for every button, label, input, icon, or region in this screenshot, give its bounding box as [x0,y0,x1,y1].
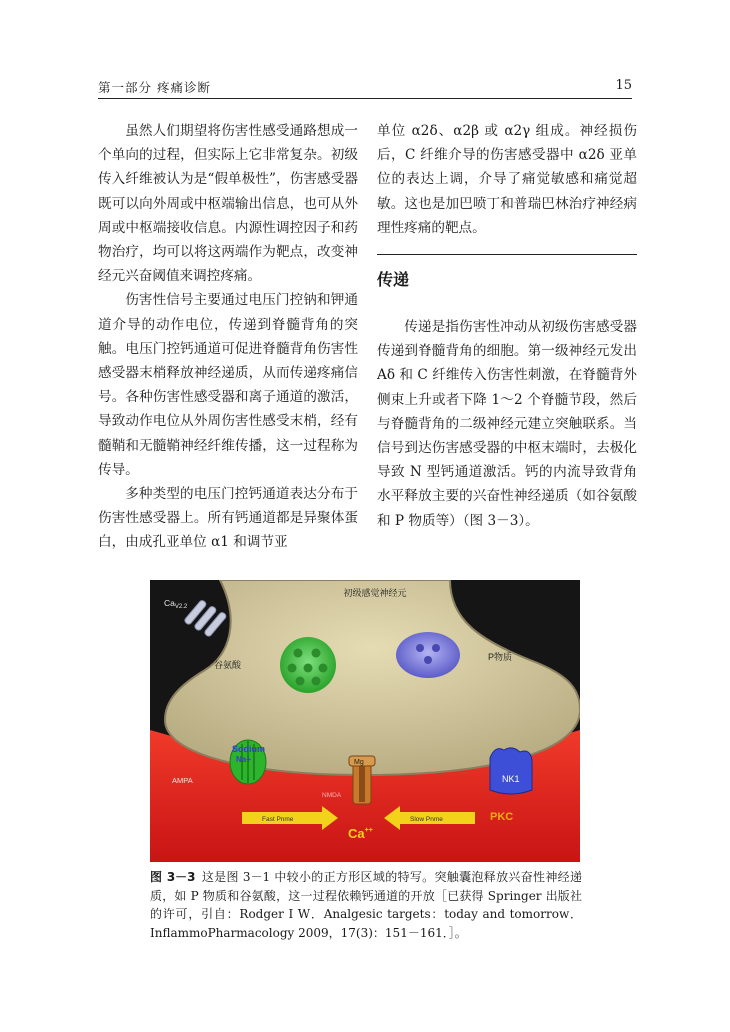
caption-label: 图 3－3 [150,870,196,884]
section-heading: 传递 [377,254,637,293]
paragraph-continuation: 单位 α2δ、α2β 或 α2γ 组成。神经损伤后，C 纤维介导的伤害感受器中 α2δ 亚单位的表达上调，介导了痛觉敏感和痛觉超敏。这也是加巴喷丁和普瑞巴林治疗神经病理性疼痛的靶点。 [377,123,637,236]
mg-label: Mg [354,759,364,766]
section-title: 第一部分 疼痛诊断 [98,80,211,95]
nk1-label: NK1 [502,774,520,784]
pkc-label: PKC [490,811,514,823]
right-column [377,119,637,533]
paragraph: 多种类型的电压门控钙通道表达分布于伤害性感受器上。所有钙通道都是异聚体蛋白，由成孔亚单位 α1 和调节亚 [98,486,358,551]
page-number: 15 [615,78,632,93]
paragraph: 传递是指伤害性冲动从初级伤害感受器传递到脊髓背角的细胞。第一级神经元发出 Aδ 和 C 纤维传入伤害性刺激，在脊髓背外侧束上升或者下降 1～2 个脊髓节段，然后与脊髓背角的二级神经元建立突触联系。当信号到达伤害感受器的中枢末端时，去极化导致 N 型钙通道激活。钙的内流导致背角水平释放主要的兴奋性神经递质（如谷氨酸和 P 物质等）（图 3－3）。 [377,319,637,529]
sodium-label: Sodium [232,744,265,754]
glutamate-vesicle [280,637,336,693]
synapse-figure [150,580,580,862]
substance-p-label: P物质 [488,652,513,662]
ampa-label: AMPA [172,776,193,785]
substance-p-vesicle [396,632,460,678]
na-label: Na+ [236,755,251,764]
ca-channel-label: $Ca_{V2.2}$ [164,598,188,610]
ca-ion-label: Ca++ [348,826,373,841]
paragraph: 伤害性信号主要通过电压门控钠和钾通道介导的动作电位，传递到脊髓背角的突触。电压门控钙通道可促进脊髓背角伤害性感受器末梢释放神经递质，从而传递疼痛信号。各种伤害性感受器和离子通道的激活，导致动作电位从外周伤害性感受末梢，经有髓鞘和无髓鞘神经纤维传播，这一过程称为传导。 [98,292,358,478]
left-column [98,119,358,555]
nmda-label: NMDA [322,792,342,799]
caption-text: 这是图 3－1 中较小的正方形区域的特写。突触囊泡释放兴奋性神经递质，如 P 物质和谷氨酸，这一过程依赖钙通道的开放［已获得 Springer 出版社的许可，引自：Rodger I W．Analgesic targets：today and tomorrow．InflammoPharmacology 2009，17(3)：151－161．］。 [150,870,582,940]
glutamate-label: 谷氨酸 [214,660,242,670]
fast-label: Fast Pnme [262,816,294,823]
synapse-illustration [150,580,580,862]
nk1-receptor [490,748,532,794]
running-header [98,76,632,99]
paragraph: 虽然人们期望将伤害性感受通路想成一个单向的过程，但实际上它非常复杂。初级传入纤维被认为是“假单极性”，伤害感受器既可以向外周或中枢端输出信息，也可从外周或中枢端接收信息。内源性调控因子和药物治疗，均可以将这两端作为靶点，改变神经元兴奋阈值来调控疼痛。 [98,123,358,285]
figure-caption [150,868,582,942]
neuron-label: 初级感觉神经元 [343,588,407,598]
slow-label: Slow Pnme [410,816,443,823]
